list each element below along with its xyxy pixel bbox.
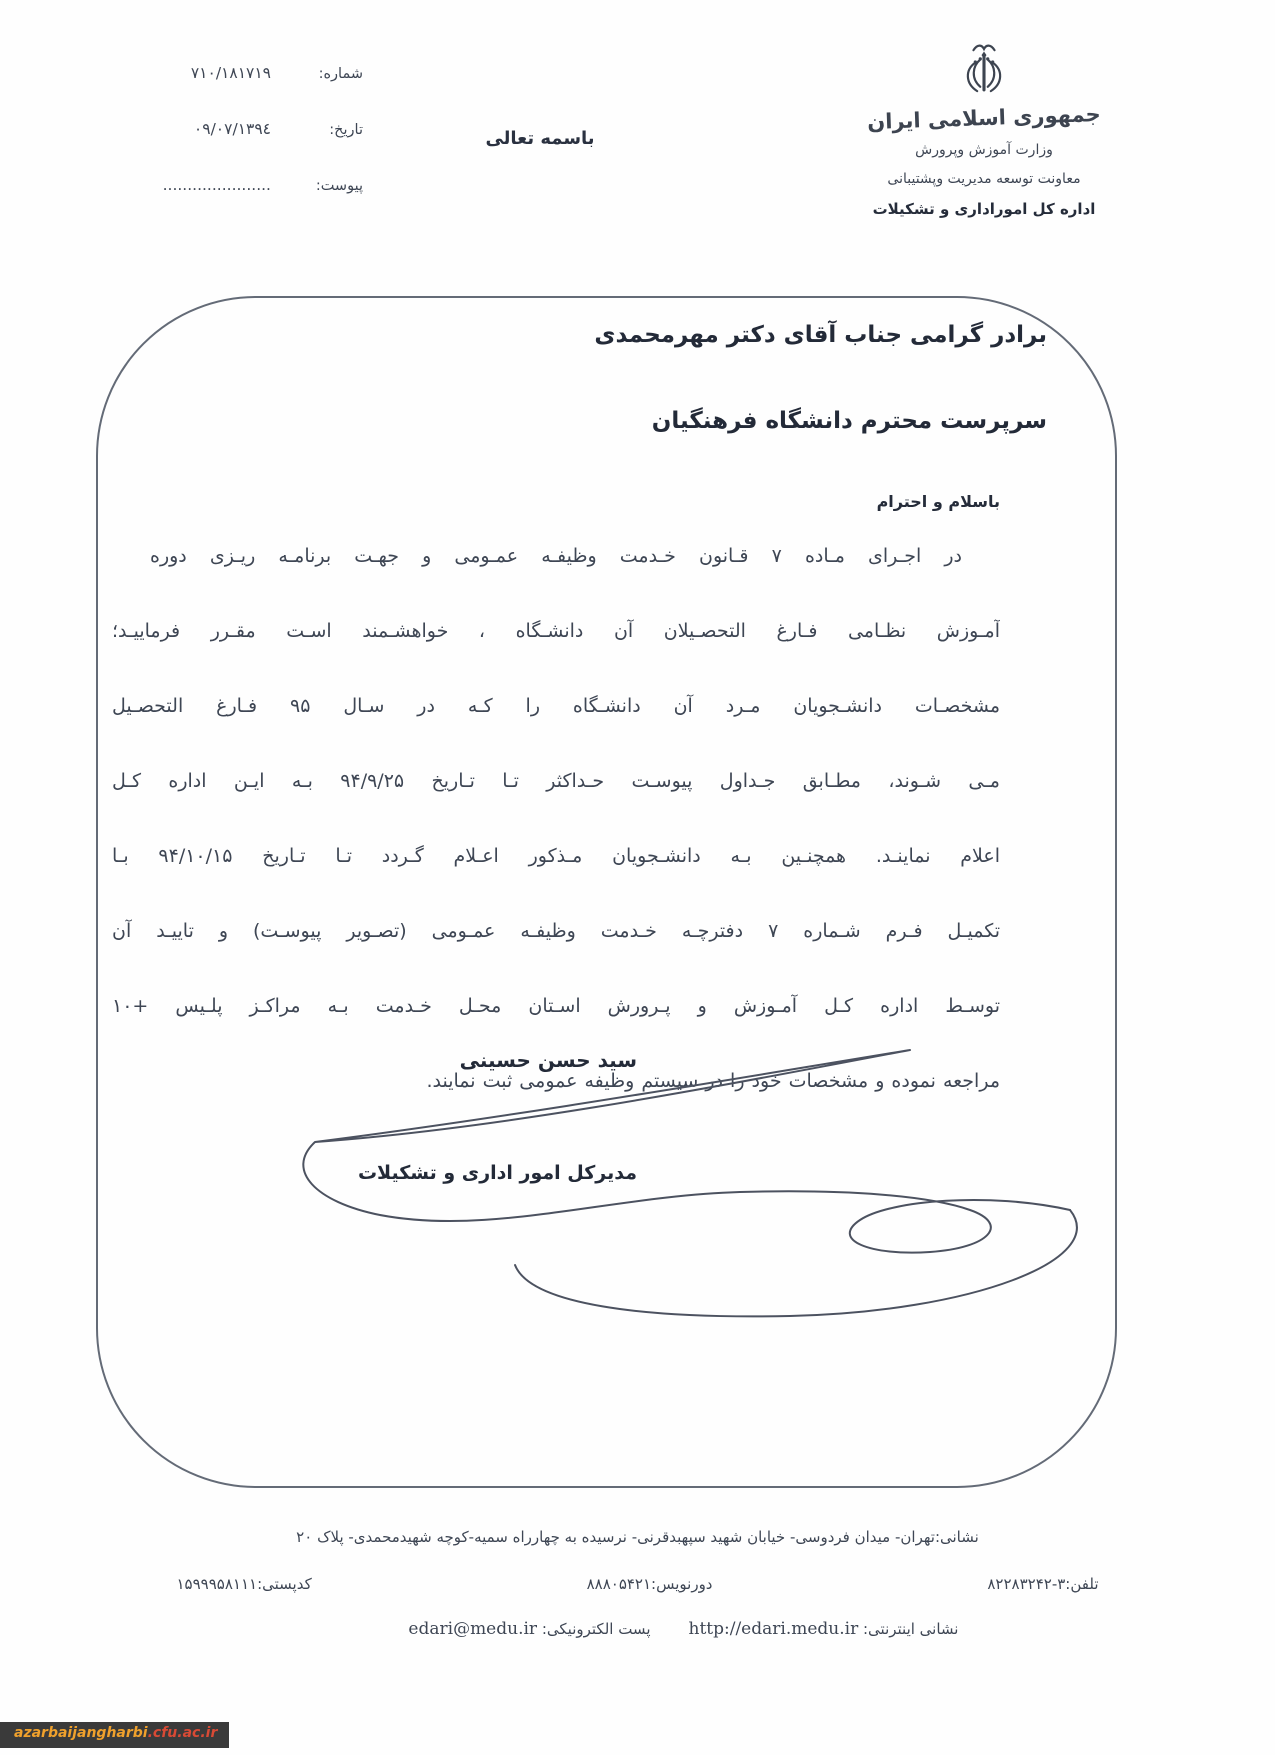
body-line: مراجعه نموده و مشخصات خود را در سیستم وظیفه عمومی ثبت نمایند. <box>426 1070 1000 1092</box>
signature-block <box>358 1046 637 1184</box>
phone-number: تلفن:۳-۸۲۲۸۳۲۴۲ <box>987 1575 1099 1593</box>
postal-address: نشانی:تهران- میدان فردوسی- خیابان شهید سپهبدقرنی- نرسیده به چهارراه سمیه-کوچه شهیدمحمدی- پلاک ۲۰ <box>296 1528 979 1546</box>
letter-attachment-row <box>28 176 363 194</box>
addressee-title: سرپرست محترم دانشگاه فرهنگیان <box>651 408 1047 434</box>
ministry-name: وزارت آموزش وپرورش <box>915 142 1053 158</box>
letter-content <box>112 492 1000 1119</box>
email-value: edari@medu.ir <box>408 1619 538 1639</box>
website-address <box>689 1619 959 1639</box>
footer-online-row <box>177 1619 1099 1639</box>
body-line: آمـوزش نظـامی فـارغ التحصـیلان آن دانشـگاه ، خواهشـمند اسـت مقـرر فرماییـد؛ <box>112 620 1000 642</box>
fax-number: دورنویس:۸۸۸۰۵۴۲۱ <box>586 1575 713 1593</box>
letter-date-row <box>28 120 363 138</box>
addressee-name: برادر گرامی جناب آقای دکتر مهرمحمدی <box>594 322 1047 348</box>
number-label: شماره: <box>318 66 363 82</box>
signer-title: مدیرکل امور اداری و تشکیلات <box>357 1162 637 1184</box>
salutation: باسلام و احترام <box>876 492 1000 511</box>
body-line: در اجـرای مـاده ۷ قـانون خـدمت وظیفـه عمـومی و جهـت برنامـه ریـزی دوره <box>150 545 962 567</box>
body-line: اعلام نماینـد. همچنـین بـه دانشـجویان مـذکور اعـلام گـردد تـا تـاریخ ۹۴/۱۰/۱۵ بـا <box>112 845 1000 867</box>
attachment-label: پیوست: <box>315 178 363 194</box>
footer-contact-row <box>177 1575 1099 1593</box>
date-value: ۱۳۹٤/۰۹/۰۷ <box>193 120 271 138</box>
deputy-name: معاونت توسعه مدیریت وپشتیبانی <box>887 171 1081 187</box>
site-watermark <box>0 1722 229 1748</box>
body-line: مـی شـوند، مطـابق جـداول پیوسـت حـداکثر تـا تـاریخ ۹۴/۹/۲۵ بـه ایـن اداره کـل <box>112 770 1000 792</box>
body-line: تکمیـل فـرم شـماره ۷ دفترچـه خـدمت وظیفـه عمـومی (تصـویر پیوسـت) و تاییـد آن <box>112 920 1000 942</box>
signer-name: سید حسن حسینی <box>459 1048 637 1072</box>
website-label: نشانی اینترنتی: <box>862 1620 959 1638</box>
letter-body <box>112 519 1000 1119</box>
date-label: تاریخ: <box>329 122 363 138</box>
letter-number-row <box>28 64 363 82</box>
attachment-value: ...................... <box>162 176 271 194</box>
republic-calligraphy: جمهوری اسلامی ایران <box>866 101 1102 135</box>
watermark-site-domain: .cfu.ac.ir <box>147 1725 218 1741</box>
letter-meta-fields <box>28 64 363 232</box>
body-line: مشخصـات دانشـجویان مـرد آن دانشـگاه را کـه در سـال ۹۵ فـارغ التحصـیل <box>112 695 1000 717</box>
body-line: توسـط اداره کـل آمـوزش و پـرورش اسـتان محـل خـدمت بـه مراکـز پلـیس +۱۰ <box>112 995 1000 1017</box>
addressee-block <box>594 320 1047 436</box>
website-url: http://edari.medu.ir <box>688 1619 859 1639</box>
letter-footer <box>177 1528 1099 1639</box>
iran-emblem-icon <box>953 40 1015 110</box>
besmellah-heading: باسمه تعالی <box>485 128 595 149</box>
letterhead <box>853 40 1115 218</box>
postal-code: کدپستی:۱۵۹۹۹۵۸۱۱۱ <box>176 1575 312 1593</box>
department-name: اداره کل اموراداری و تشکیلات <box>872 200 1096 218</box>
email-address <box>408 1619 650 1639</box>
email-label: پست الکترونیکی: <box>541 1620 651 1638</box>
watermark-site-name: azarbaijangharbi <box>14 1725 148 1741</box>
number-value: ۷۱۰/۱۸۱۷۱۹ <box>190 64 271 82</box>
